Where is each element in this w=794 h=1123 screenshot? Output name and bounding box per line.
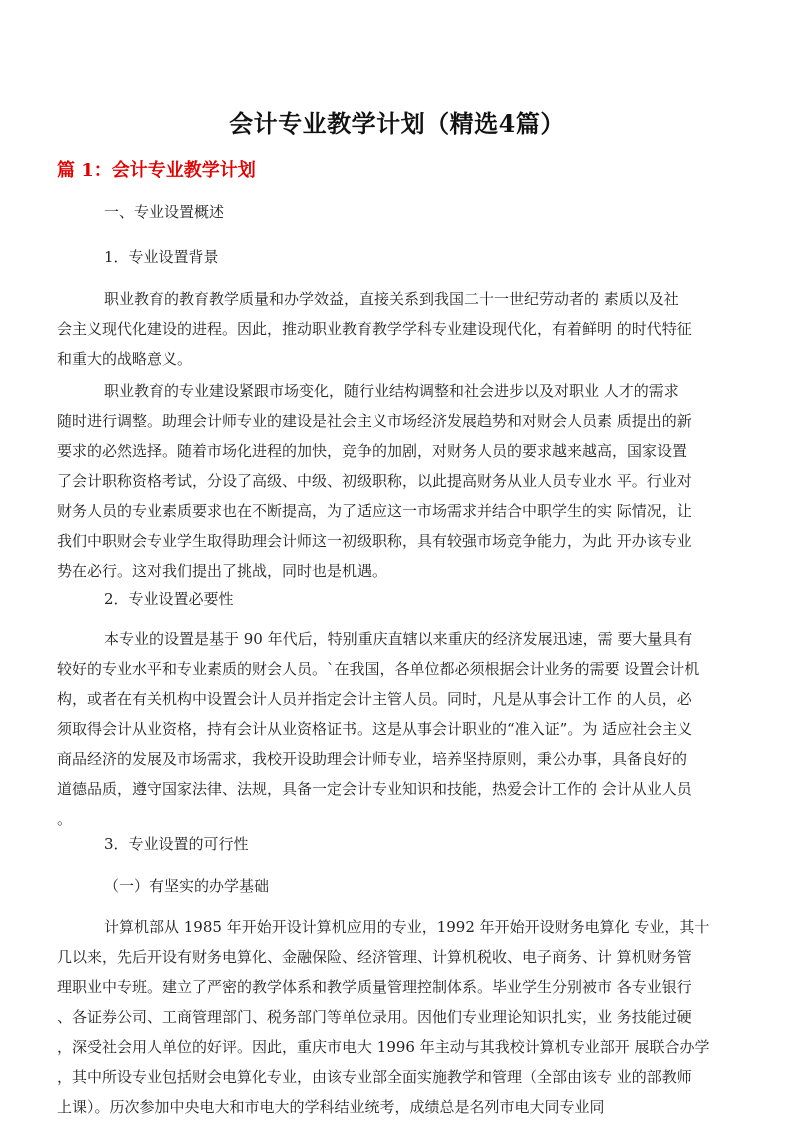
paragraph-line: 几以来，先后开设有财务电算化、金融保险、经济管理、计算机税收、电子商务、计 算机财务管 <box>57 948 692 966</box>
paragraph-line: ，深受社会用人单位的好评。因此，重庆市电大 1996 年主动与其我校计算机专业部开 展联合办学 <box>57 1038 710 1056</box>
heading-foundation: （一）有坚实的办学基础 <box>104 877 270 895</box>
paragraph-line: 。 <box>57 810 73 828</box>
paragraph-line: 较好的专业水平和专业素质的财会人员。`在我国，各单位都必须根据会计业务的需要 设置会计机 <box>57 660 700 678</box>
paragraph-1 <box>57 284 743 374</box>
paragraph-line: 上课）。历次参加中央电大和市电大的学科结业统考，成绩总是名列市电大同专业同 <box>57 1098 605 1116</box>
heading-feasibility: 3．专业设置的可行性 <box>104 835 249 853</box>
paragraph-line: 理职业中专班。建立了严密的教学体系和教学质量管理控制体系。毕业学生分别被市 各专业银行 <box>57 978 692 996</box>
paragraph-line: 我们中职财会专业学生取得助理会计师这一初级职称，具有较强市场竞争能力，为此 开办该专业 <box>57 532 692 550</box>
document-title: 会计专业教学计划（精选4篇） <box>229 109 565 138</box>
paragraph-line: 职业教育的教育教学质量和办学效益，直接关系到我国二十一世纪劳动者的 素质以及社 <box>104 290 679 308</box>
paragraph-line: 计算机部从 1985 年开始开设计算机应用的专业，1992 年开始开设财务电算化 专业，其十 <box>104 918 710 936</box>
paragraph-line: 要求的必然选择。随着市场化进程的加快，竞争的加剧，对财务人员的要求越来越高，国家设置 <box>57 442 688 460</box>
paragraph-line: 随时进行调整。助理会计师专业的建设是社会主义市场经济发展趋势和对财会人员素 质提出的新 <box>57 412 692 430</box>
paragraph-line: 本专业的设置是基于 90 年代后，特别重庆直辖以来重庆的经济发展迅速，需 要大量具有 <box>104 630 693 648</box>
paragraph-line: 职业教育的专业建设紧跟市场变化，随行业结构调整和社会进步以及对职业 人才的需求 <box>104 382 679 400</box>
paragraph-line: 了会计职称资格考试，分设了高级、中级、初级职称，以此提高财务从业人员专业水 平。行业对 <box>57 472 692 490</box>
paragraph-line: 财务人员的专业素质要求也在不断提高，为了适应这一市场需求并结合中职学生的实 际情况，让 <box>57 502 692 520</box>
paragraph-line: 道德品质，遵守国家法律、法规，具备一定会计专业知识和技能，热爱会计工作的 会计从业人员 <box>57 780 692 798</box>
paragraph-line: 须取得会计从业资格，持有会计从业资格证书。这是从事会计职业的“准入证”。为 适应社会主义 <box>57 720 693 738</box>
heading-necessity: 2．专业设置必要性 <box>104 590 234 608</box>
section-heading: 篇 1：会计专业教学计划 <box>57 160 256 181</box>
paragraph-line: 和重大的战略意义。 <box>57 350 193 368</box>
paragraph-3 <box>57 624 743 834</box>
heading-background: 1．专业设置背景 <box>104 248 219 266</box>
paragraph-line: 商品经济的发展及市场需求，我校开设助理会计师专业，培养坚持原则，秉公办事，具备良好的 <box>57 750 688 768</box>
heading-overview: 一、专业设置概述 <box>104 203 225 221</box>
paragraph-line: 构，或者在有关机构中设置会计人员并指定会计主管人员。同时，凡是从事会计工作 的人员，必 <box>57 690 692 708</box>
paragraph-2 <box>57 376 743 586</box>
paragraph-line: 势在必行。这对我们提出了挑战，同时也是机遇。 <box>57 562 388 580</box>
paragraph-line: 会主义现代化建设的进程。因此，推动职业教育教学学科专业建设现代化，有着鲜明 的时代特征 <box>57 320 692 338</box>
paragraph-4 <box>57 912 743 1122</box>
paragraph-line: 、各证券公司、工商管理部门、税务部门等单位录用。因他们专业理论知识扎实，业 务技能过硬 <box>57 1008 692 1026</box>
paragraph-line: ，其中所设专业包括财会电算化专业，由该专业部全面实施教学和管理（全部由该专 业的部教师 <box>57 1068 692 1086</box>
